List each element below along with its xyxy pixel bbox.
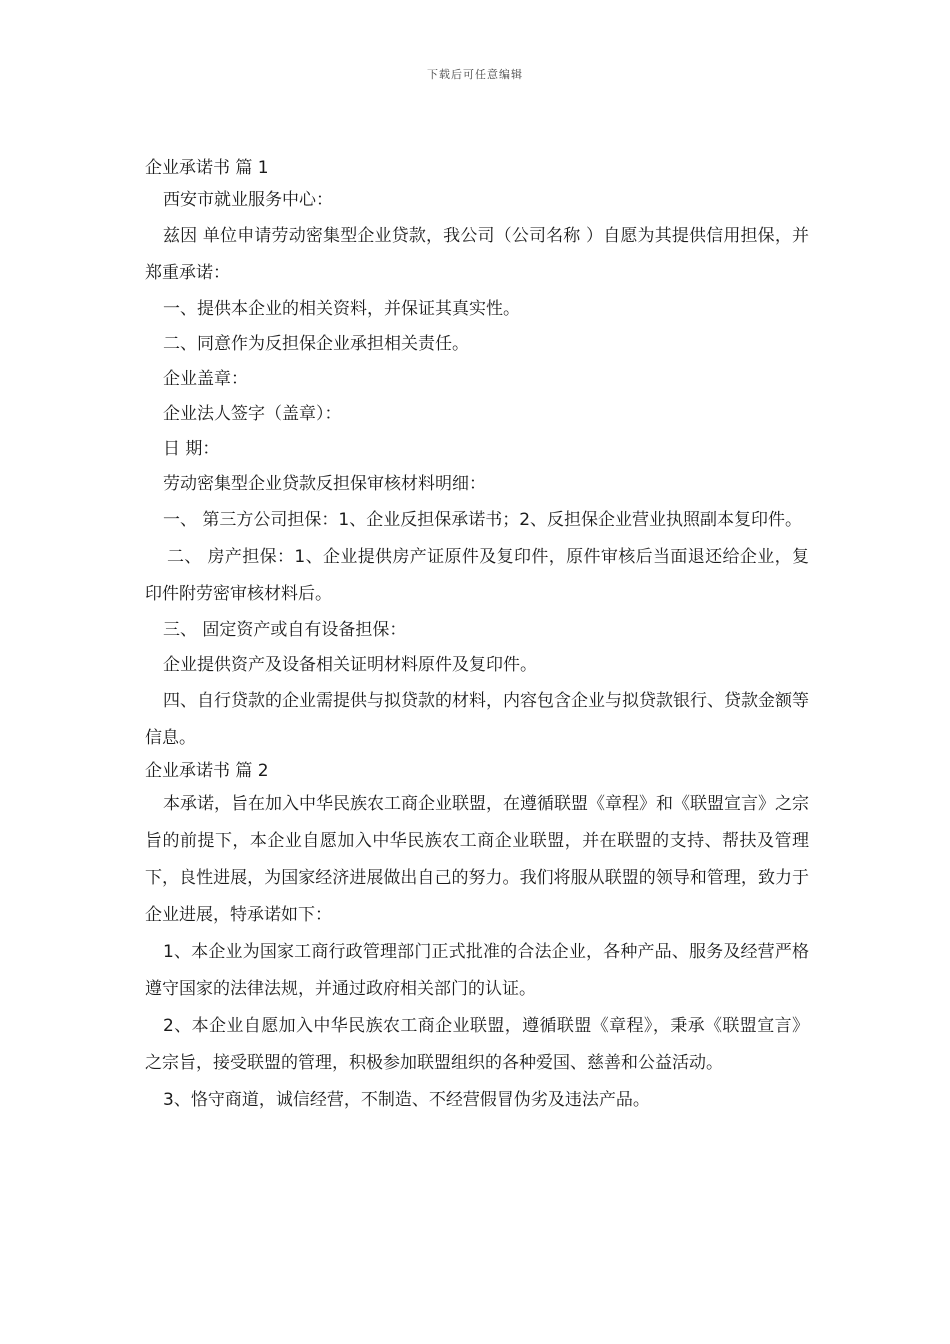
document-body: [145, 154, 809, 1119]
paragraph: 企业法人签字（盖章）：: [163, 404, 342, 424]
section-title: 企业承诺书 篇 2: [145, 761, 269, 781]
paragraph: 劳动密集型企业贷款反担保审核材料明细：: [163, 474, 486, 494]
paragraph: 兹因 单位申请劳动密集型企业贷款，我公司（公司名称 ）自愿为其提供信用担保，并郑重承诺：: [145, 226, 809, 283]
paragraph: 四、自行贷款的企业需提供与拟贷款的材料，内容包含企业与拟贷款银行、贷款金额等信息。: [145, 691, 809, 748]
paragraph: 三、 固定资产或自有设备担保：: [163, 620, 407, 640]
paragraph: 一、 第三方公司担保：1、企业反担保承诺书；2、反担保企业营业执照副本复印件。: [163, 510, 803, 530]
paragraph: 3、恪守商道，诚信经营，不制造、不经营假冒伪劣及违法产品。: [163, 1090, 650, 1110]
paragraph: 一、提供本企业的相关资料，并保证其真实性。: [163, 299, 520, 319]
paragraph: 日 期：: [163, 439, 220, 459]
header-note: 下载后可任意编辑: [427, 68, 523, 81]
paragraph: 企业提供资产及设备相关证明材料原件及复印件。: [163, 655, 537, 675]
paragraph: 企业盖章：: [163, 369, 248, 389]
paragraph: 西安市就业服务中心：: [163, 190, 333, 210]
paragraph: 1、本企业为国家工商行政管理部门正式批准的合法企业，各种产品、服务及经营严格遵守国家的法律法规，并通过政府相关部门的认证。: [145, 942, 809, 999]
paragraph: 二、 房产担保：1、企业提供房产证原件及复印件，原件审核后当面退还给企业，复印件附劳密审核材料后。: [145, 547, 809, 604]
section-title: 企业承诺书 篇 1: [145, 158, 269, 178]
paragraph: 本承诺，旨在加入中华民族农工商企业联盟，在遵循联盟《章程》和《联盟宣言》之宗旨的前提下，本企业自愿加入中华民族农工商企业联盟，并在联盟的支持、帮扶及管理下，良性进展，为国家经济进展做出自己的努力。我们将服从联盟的领导和管理，致力于企业进展，特承诺如下：: [145, 794, 809, 925]
paragraph: 二、同意作为反担保企业承担相关责任。: [163, 334, 469, 354]
paragraph: 2、本企业自愿加入中华民族农工商企业联盟，遵循联盟《章程》，秉承《联盟宣言》之宗旨，接受联盟的管理，积极参加联盟组织的各种爱国、慈善和公益活动。: [145, 1016, 809, 1073]
